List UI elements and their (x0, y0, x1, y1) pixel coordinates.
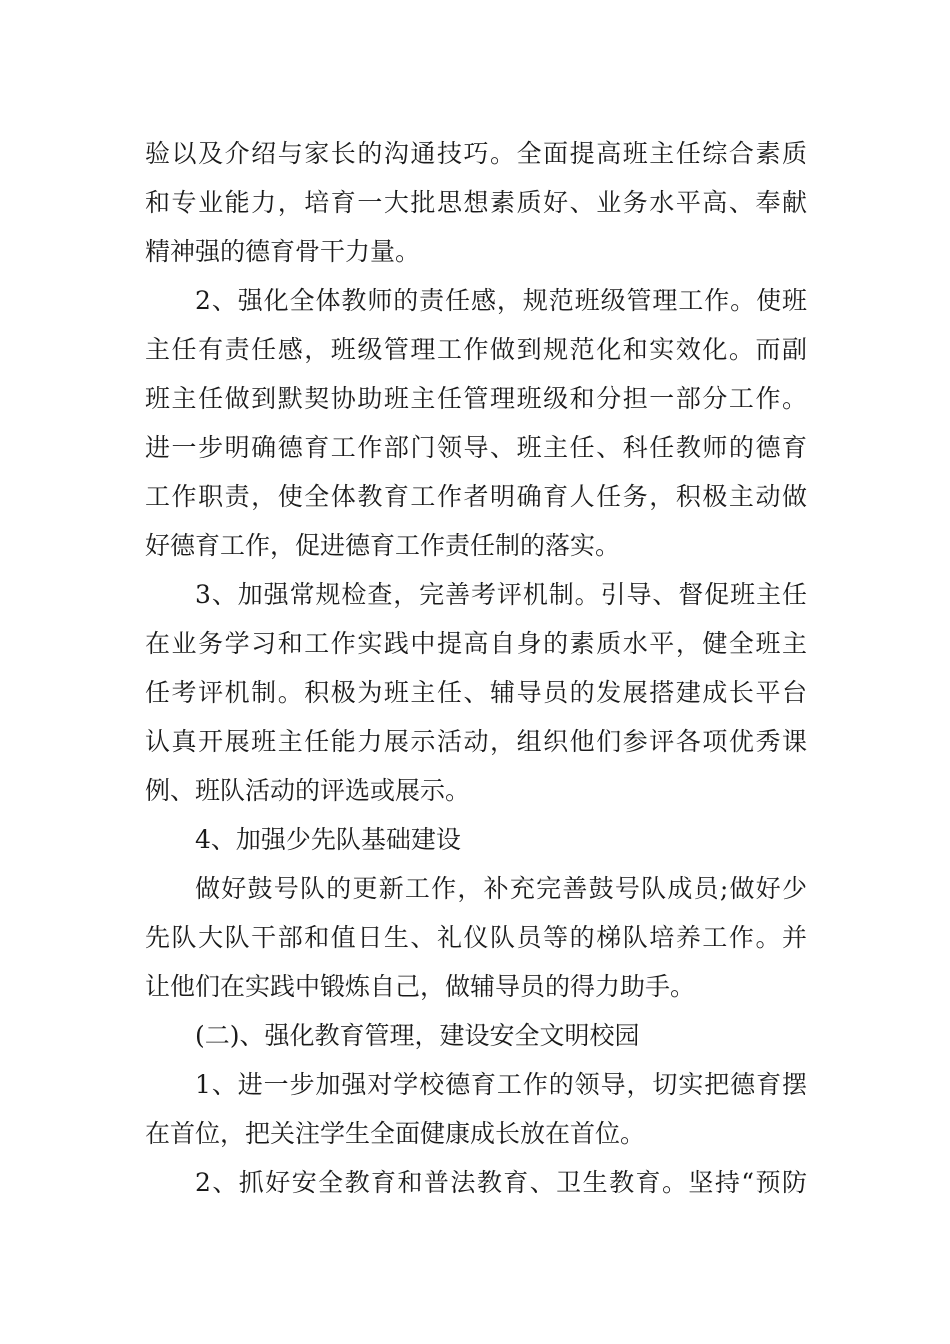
text-line: 先队大队干部和值日生、礼仪队员等的梯队培养工作。并 (145, 923, 807, 952)
text-line: 在业务学习和工作实践中提高自身的素质水平，健全班主 (145, 629, 807, 658)
text-line: 认真开展班主任能力展示活动，组织他们参评各项优秀课 (145, 727, 807, 756)
text-line: 主任有责任感，班级管理工作做到规范化和实效化。而副 (145, 335, 807, 364)
text-line: 让他们在实践中锻炼自己，做辅导员的得力助手。 (145, 972, 696, 1001)
text-line: 2、抓好安全教育和普法教育、卫生教育。坚持“预防 (195, 1168, 807, 1197)
text-line: 进一步明确德育工作部门领导、班主任、科任教师的德育 (145, 433, 807, 462)
text-line: 2、强化全体教师的责任感，规范班级管理工作。使班 (195, 286, 807, 315)
text-line: 在首位，把关注学生全面健康成长放在首位。 (145, 1119, 646, 1148)
text-line: 精神强的德育骨干力量。 (145, 237, 421, 266)
text-line: 做好鼓号队的更新工作，补充完善鼓号队成员;做好少 (195, 874, 807, 903)
text-line: 好德育工作，促进德育工作责任制的落实。 (145, 531, 621, 560)
text-line: 4、加强少先队基础建设 (195, 825, 461, 854)
text-line: 3、加强常规检查，完善考评机制。引导、督促班主任 (195, 580, 807, 609)
text-line: 和专业能力，培育一大批思想素质好、业务水平高、奉献 (145, 188, 807, 217)
text-line: (二)、强化教育管理，建设安全文明校园 (195, 1021, 640, 1050)
text-line: 工作职责，使全体教育工作者明确育人任务，积极主动做 (145, 482, 807, 511)
text-line: 班主任做到默契协助班主任管理班级和分担一部分工作。 (145, 384, 807, 413)
text-line: 任考评机制。积极为班主任、辅导员的发展搭建成长平台 (145, 678, 807, 707)
document-page (145, 129, 807, 1207)
text-line: 例、班队活动的评选或展示。 (145, 776, 471, 805)
text-line: 1、进一步加强对学校德育工作的领导，切实把德育摆 (195, 1070, 807, 1099)
text-line: 验以及介绍与家长的沟通技巧。全面提高班主任综合素质 (145, 139, 807, 168)
